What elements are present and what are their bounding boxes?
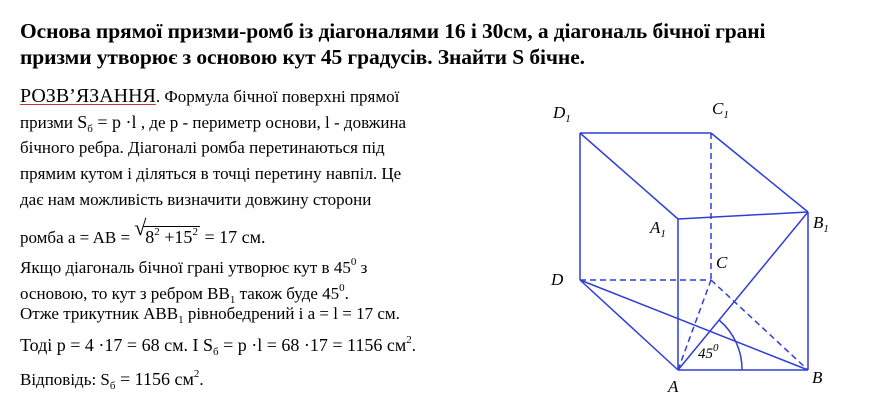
math-expression: = 17 см. bbox=[199, 227, 266, 247]
math-symbol: S bbox=[77, 112, 88, 132]
text-span: Отже трикутник ABB bbox=[20, 304, 179, 323]
diagonal-d-b bbox=[580, 280, 808, 370]
edge-d-a bbox=[580, 280, 678, 370]
subscript: б bbox=[109, 380, 116, 392]
superscript: 2 bbox=[193, 368, 200, 380]
superscript: 2 bbox=[154, 226, 160, 238]
subscript: 1 bbox=[178, 314, 184, 326]
vertex-label-b1: $B_1$ bbox=[813, 213, 829, 235]
radical-sign-icon: √ bbox=[134, 215, 147, 240]
math-expression: +15 bbox=[159, 227, 193, 247]
problem-line-1: Основа прямої призми-ромб із діагоналями 16 і 30см, а діагональ бічної грані bbox=[20, 19, 766, 43]
text-span: . bbox=[199, 370, 204, 389]
text-span: Якщо діагональ бічної грані утворює кут в 45 bbox=[20, 258, 351, 277]
solution-line-1 bbox=[20, 83, 399, 110]
edge-a1-b1 bbox=[678, 212, 808, 219]
text-span: з bbox=[356, 258, 368, 277]
subscript: б bbox=[212, 346, 219, 358]
text-span: основою, то кут з ребром BB bbox=[20, 284, 230, 303]
math-expression: = p ·l bbox=[92, 112, 137, 132]
solution-heading: РОЗВ’ЯЗАННЯ bbox=[20, 85, 156, 107]
vertex-label-b: B bbox=[812, 368, 823, 387]
answer-value: = 1156 см bbox=[115, 369, 194, 389]
solution-line-1-rest: . Формула бічної поверхні прямої bbox=[155, 87, 400, 106]
math-expression: = p ·l = 68 ·17 = 1156 см bbox=[218, 335, 407, 355]
text-span: рівнобедрений і a = l = 17 см. bbox=[183, 304, 400, 323]
solution-line-10 bbox=[20, 327, 416, 365]
solution-line-6 bbox=[20, 215, 266, 251]
solution-line-3: бічного ребра. Діагоналі ромба перетинаються під bbox=[20, 138, 385, 157]
solution-line-4: прямим кутом і діляться в точці перетину навпіл. Це bbox=[20, 164, 402, 183]
vertex-label-a1: $A_1$ bbox=[650, 218, 666, 240]
text-span: призми bbox=[20, 113, 78, 132]
hidden-edge-c-b bbox=[711, 280, 808, 370]
prism-diagram bbox=[540, 90, 896, 419]
radicand bbox=[143, 226, 200, 247]
vertex-label-d1: $D_1$ bbox=[553, 103, 571, 125]
answer-label: Відповідь: S bbox=[20, 370, 110, 389]
angle-label: $45^0$ bbox=[698, 342, 719, 362]
math-number: 8 bbox=[145, 227, 155, 247]
vertex-label-c1: $C_1$ bbox=[712, 99, 729, 121]
edge-d1-a1 bbox=[580, 133, 678, 219]
prism-edges bbox=[580, 133, 808, 370]
edge-c1-b1 bbox=[711, 133, 808, 212]
problem-statement bbox=[20, 18, 880, 70]
answer-line bbox=[20, 361, 204, 399]
superscript: 2 bbox=[406, 334, 412, 346]
text-span: . bbox=[411, 336, 416, 355]
problem-line-2: призми утворює з основою кут 45 градусів. Знайти S бічне. bbox=[20, 45, 585, 69]
solution-line-5: дає нам можливість визначити довжину сторони bbox=[20, 190, 372, 209]
angle-arc bbox=[719, 320, 742, 370]
superscript: 2 bbox=[192, 226, 198, 238]
text-span: . bbox=[344, 284, 349, 303]
subscript: 1 bbox=[229, 294, 236, 306]
subscript: б bbox=[87, 123, 93, 135]
square-root-expression bbox=[134, 215, 200, 250]
text-span: , де p - периметр основи, l - довжина bbox=[136, 113, 407, 132]
text-span: також буде 45 bbox=[235, 284, 340, 303]
formula-lateral-area bbox=[77, 112, 137, 135]
math-expression: Тоді p = 4 ·17 = 68 см. І S bbox=[20, 335, 213, 355]
vertex-label-c: C bbox=[716, 253, 728, 272]
vertex-label-a: A bbox=[668, 377, 679, 396]
text-span: ромба a = AB = bbox=[20, 228, 135, 247]
vertex-label-d: D bbox=[551, 270, 564, 289]
superscript: 0 bbox=[339, 282, 345, 294]
superscript: 0 bbox=[350, 256, 357, 268]
